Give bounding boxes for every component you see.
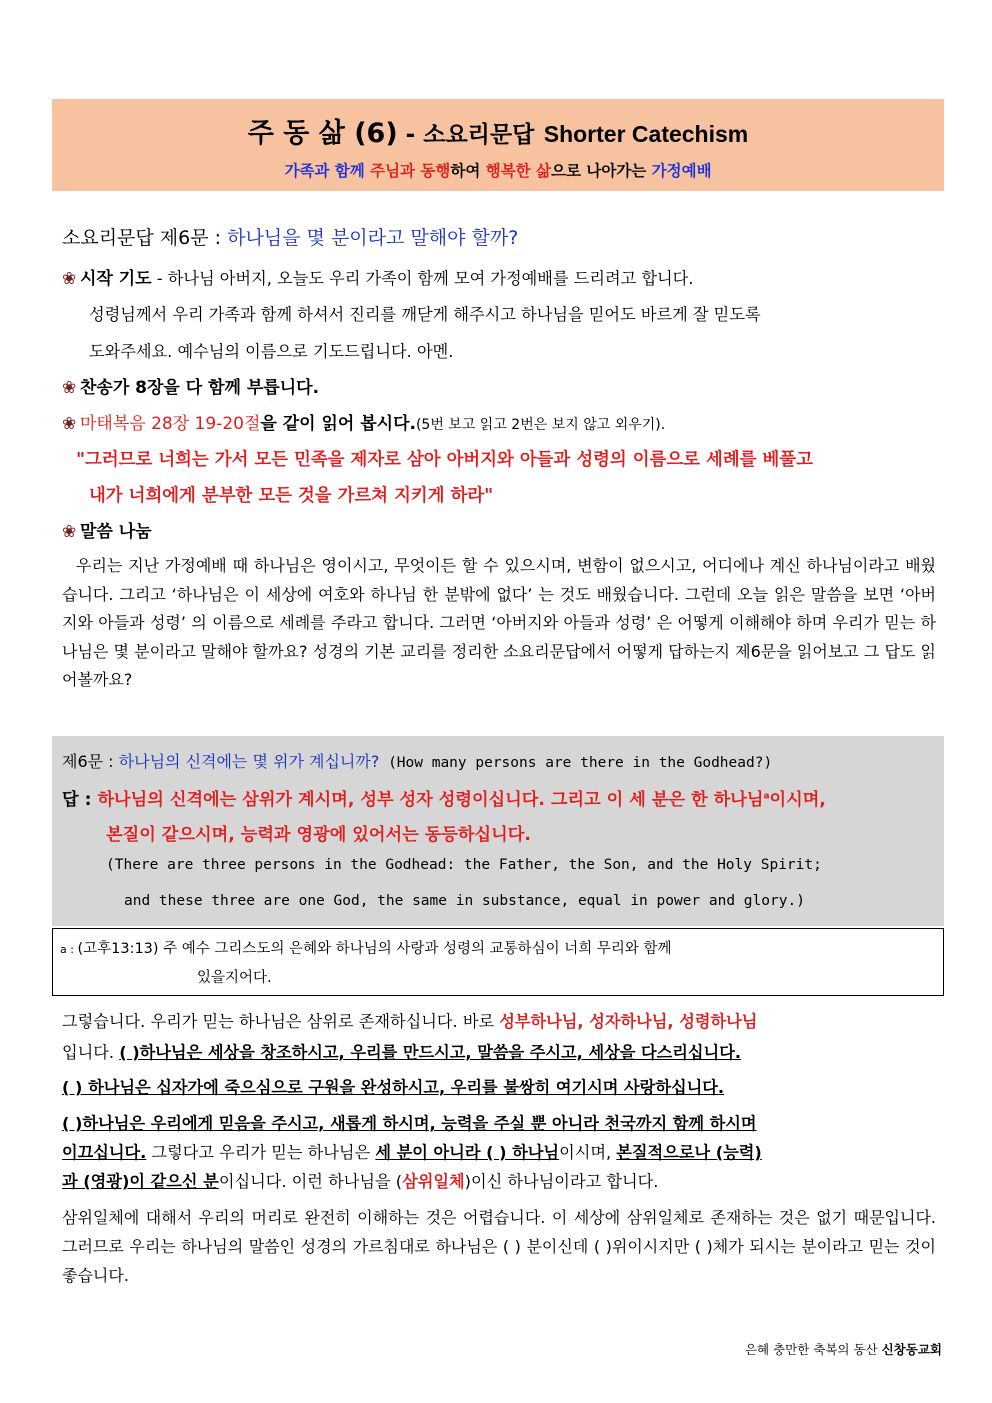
explanation-text: 그렇다고 우리가 믿는 하나님은	[146, 1143, 376, 1162]
flower-bullet-icon: ❀	[62, 522, 77, 542]
opening-prayer-line: 도와주세요. 예수님의 이름으로 기도드립니다. 아멘.	[89, 342, 454, 361]
footer-text: 은혜 충만한 축복의 동산	[744, 1342, 882, 1357]
catechism-question-english: (How many persons are there in the Godhead?)	[379, 755, 773, 771]
catechism-answer-line2: 본질이 같으시며, 능력과 영광에 있어서는 동등하십니다.	[106, 825, 531, 845]
explanation-line	[62, 1039, 741, 1063]
footnote-text: (고후13:13) 주 예수 그리스도의 은혜와 하나님의 사랑과 성령의 교통하심이 너희 무리와 함께	[77, 941, 672, 957]
subtitle-part: 가정예배	[651, 162, 712, 180]
blank-statement: 세 분이 아니라 ( ) 하나님	[375, 1143, 560, 1162]
page-title	[52, 111, 944, 150]
question-heading	[62, 223, 518, 250]
explanation-text: 이십니다. 이런 하나님을 (	[218, 1172, 403, 1191]
opening-prayer-line: - 하나님 아버지, 오늘도 우리 가족이 함께 모여 가정예배를 드리려고 합니다.	[151, 269, 694, 288]
reading-text: 을 같이 읽어 봅시다.	[260, 414, 416, 434]
catechism-english-line: (There are three persons in the Godhead: the Father, the Son, and the Holy Spirit;	[106, 857, 822, 873]
blank-statement: ( ) 하나님은 십자가에 죽으심으로 구원을 완성하시고, 우리를 불쌍히 여기시며 사랑하십니다.	[62, 1078, 725, 1097]
explanation-text: 입니다.	[62, 1043, 120, 1062]
closing-paragraph: 삼위일체에 대해서 우리의 머리로 완전히 이해하는 것은 어렵습니다. 이 세상에 삼위일체로 존재하는 것은 없기 때문입니다. 그러므로 우리는 하나님의 말씀인 성경의 가르침대로 하나님은 ( ) 분이신데 ( )위이시지만 ( )체가 되시는 분이라고 믿는 것이 좋습니다.	[62, 1208, 936, 1285]
explanation-line	[62, 1139, 762, 1163]
catechism-question	[62, 749, 772, 772]
footnote-marker: a	[763, 791, 770, 802]
title-sub: 소요리문답	[423, 122, 535, 148]
blank-statement: 이끄십니다.	[62, 1143, 147, 1162]
title-korean: 주 동 삶 (6)	[247, 118, 398, 149]
explanation-text: )이신 하나님이라고 합니다.	[464, 1172, 659, 1191]
subtitle-part: 으로 나아가는	[551, 162, 652, 180]
verse-line: 내가 너희에게 분부한 모든 것을 가르쳐 지키게 하라"	[89, 486, 494, 506]
blank-statement: ( )하나님은 우리에게 믿음을 주시고, 새롭게 하시며, 능력을 주실 뿐 아니라 천국까지 함께 하시며	[62, 1114, 757, 1133]
catechism-english-line: and these three are one God, the same in substance, equal in power and glory.)	[124, 893, 805, 909]
verse-line: "그러므로 너희는 가서 모든 민족을 제자로 삼아 아버지와 아들과 성령의 이름으로 세례를 베풀고	[76, 450, 813, 470]
catechism-answer-label: 답 :	[62, 790, 98, 810]
blank-statement: ( )하나님은 세상을 창조하시고, 우리를 만드시고, 말씀을 주시고, 세상을 다스리십니다.	[119, 1043, 741, 1062]
explanation-text: 이시며,	[559, 1143, 617, 1162]
question-label: 소요리문답 제6문 :	[62, 227, 228, 249]
title-english: Shorter Catechism	[543, 121, 749, 147]
explanation-text: 그렇습니다. 우리가 믿는 하나님은 삼위로 존재하십니다. 바로	[62, 1012, 500, 1031]
trinity-names: 성부하나님, 성자하나님, 성령하나님	[499, 1012, 758, 1031]
footnote-line	[60, 937, 672, 958]
title-dash: -	[397, 122, 424, 148]
footnote-line2: 있을지어다.	[197, 970, 272, 986]
catechism-answer-text: 하나님의 신격에는 삼위가 계시며, 성부 성자 성령이십니다. 그리고 이 세 분은 한 하나님	[97, 790, 764, 810]
hymn	[62, 373, 319, 398]
blank-statement: 과 (영광)이 같으신 분	[62, 1172, 219, 1191]
church-name: 신창동교회	[881, 1342, 942, 1357]
reading-reference: 마태복음 28장 19-20절	[80, 414, 261, 434]
catechism-question-text: 하나님의 신격에는 몇 위가 계십니까?	[118, 752, 380, 771]
hymn-text: 찬송가 8장을 다 함께 부릅니다.	[80, 378, 320, 398]
trinity-term: 삼위일체	[402, 1172, 465, 1191]
subtitle-part: 행복한 삶	[485, 162, 552, 180]
header-banner	[52, 99, 944, 191]
sharing	[62, 517, 152, 542]
catechism-answer	[62, 785, 826, 810]
subtitle-part: 주님과 동행	[370, 162, 451, 180]
opening-prayer-line: 성령님께서 우리 가족과 함께 하셔서 진리를 깨닫게 해주시고 하나님을 믿어도 바르게 잘 믿도록	[89, 305, 761, 324]
reading	[62, 409, 665, 434]
opening-prayer-label: 시작 기도	[80, 269, 152, 289]
opening-prayer	[62, 264, 693, 289]
explanation-line	[62, 1008, 757, 1032]
subtitle-part: 가족과 함께	[284, 162, 371, 180]
flower-bullet-icon: ❀	[62, 269, 77, 289]
catechism-question-label: 제6문 :	[62, 752, 119, 771]
catechism-answer-text: 이시며,	[769, 790, 826, 810]
flower-bullet-icon: ❀	[62, 378, 77, 398]
sharing-paragraph: 우리는 지난 가정예배 때 하나님은 영이시고, 무엇이든 할 수 있으시며, 변함이 없으시고, 어디에나 계신 하나님이라고 배웠습니다. 그리고 ‘하나님은 이 세상에 여호와 하나님 한 분밖에 없다’ 는 것도 배웠습니다. 그런데 오늘 읽은 말씀을 보면 ‘아버지와 아들과 성령’ 의 이름으로 세례를 주라고 합니다. 그러면 ‘아버지와 아들과 성령’ 은 어떻게 이해해야 하며 우리가 믿는 하나님은 몇 분이라고 말해야 할까요? 성경의 기본 교리를 정리한 소요리문답에서 어떻게 답하는지 제6문을 읽어보고 그 답도 읽어볼까요?	[62, 556, 936, 689]
flower-bullet-icon: ❀	[62, 414, 77, 434]
subtitle	[52, 159, 944, 181]
question-text: 하나님을 몇 분이라고 말해야 할까?	[227, 227, 519, 249]
footnote-label: a :	[60, 943, 78, 956]
explanation-line	[62, 1168, 658, 1192]
blank-statement: 본질적으로나 (능력)	[616, 1143, 762, 1162]
subtitle-part: 하여	[450, 162, 486, 180]
footer	[745, 1340, 942, 1358]
reading-note: (5번 보고 읽고 2번은 보지 않고 외우기).	[415, 417, 666, 433]
sharing-label: 말씀 나눔	[80, 522, 152, 542]
